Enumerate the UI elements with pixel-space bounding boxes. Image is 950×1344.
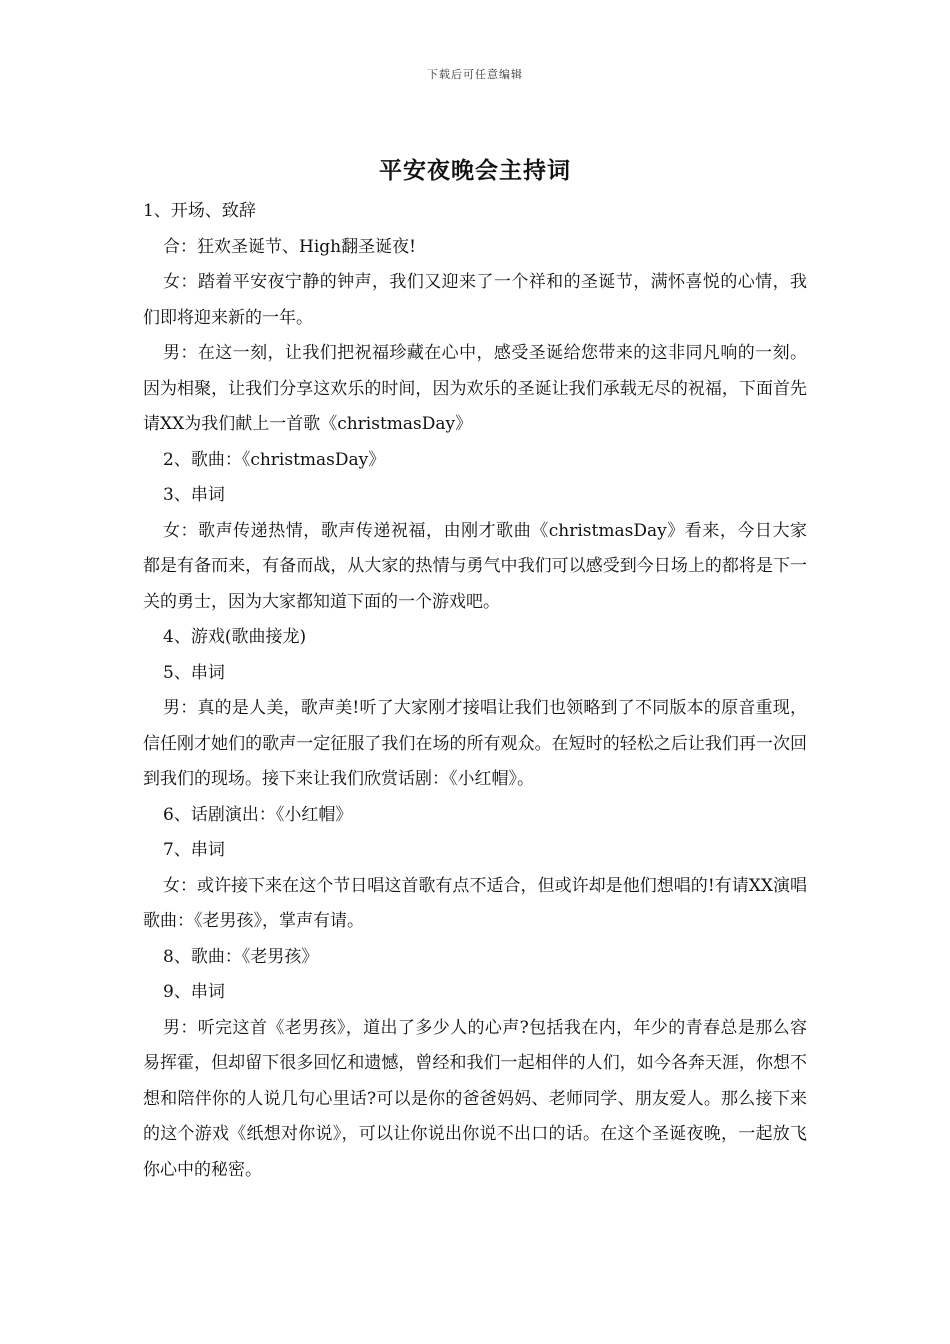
paragraph-male-3: 男：听完这首《老男孩》，道出了多少人的心声?包括我在内，年少的青春总是那么容易挥霍，但却留下很多回忆和遗憾，曾经和我们一起相伴的人们，如今各奔天涯，你想不想和陪伴你的人说几句心里话?可以是你的爸爸妈妈、老师同学、朋友爱人。那么接下来的这个游戏《纸想对你说》，可以让你说出你说不出口的话。在这个圣诞夜晚，一起放飞你心中的秘密。 [143,1017,807,1180]
paragraph-male-2: 男：真的是人美，歌声美!听了大家刚才接唱让我们也领略到了不同版本的原音重现，信任刚才她们的歌声一定征服了我们在场的所有观众。在短时的轻松之后让我们再一次回到我们的现场。接下来让我们欣赏话剧：《小红帽》。 [143,698,807,789]
section-heading-opening: 1、开场、致辞 [143,201,256,221]
section-heading-transition-1: 3、串词 [163,485,225,505]
document-body [143,194,807,1188]
section-heading-game: 4、游戏(歌曲接龙) [163,627,307,647]
header-note: 下载后可任意编辑 [427,68,523,81]
paragraph-female-2: 女：歌声传递热情，歌声传递祝福，由刚才歌曲《christmasDay》看来，今日大家都是有备而来，有备而战，从大家的热情与勇气中我们可以感受到今日场上的都将是下一关的勇士，因为大家都知道下面的一个游戏吧。 [143,520,807,612]
section-heading-song-1: 2、歌曲：《christmasDay》 [163,449,386,470]
section-heading-transition-4: 9、串词 [163,982,225,1002]
paragraph-female-3: 女：或许接下来在这个节日唱这首歌有点不适合，但或许却是他们想唱的!有请XX演唱歌曲：《老男孩》，掌声有请。 [143,875,807,931]
paragraph-male-1: 男：在这一刻，让我们把祝福珍藏在心中，感受圣诞给您带来的这非同凡响的一刻。因为相聚，让我们分享这欢乐的时间，因为欢乐的圣诞让我们承载无尽的祝福，下面首先请XX为我们献上一首歌《christmasDay》 [143,343,807,434]
document-title: 平安夜晚会主持词 [379,157,571,184]
section-heading-song-2: 8、歌曲：《老男孩》 [163,946,319,967]
section-heading-drama: 6、话剧演出：《小红帽》 [163,804,353,825]
paragraph-female-1: 女：踏着平安夜宁静的钟声，我们又迎来了一个祥和的圣诞节，满怀喜悦的心情，我们即将迎来新的一年。 [143,272,807,328]
paragraph-together: 合：狂欢圣诞节、High翻圣诞夜! [163,236,416,257]
section-heading-transition-3: 7、串词 [163,840,225,860]
section-heading-transition-2: 5、串词 [163,662,225,683]
